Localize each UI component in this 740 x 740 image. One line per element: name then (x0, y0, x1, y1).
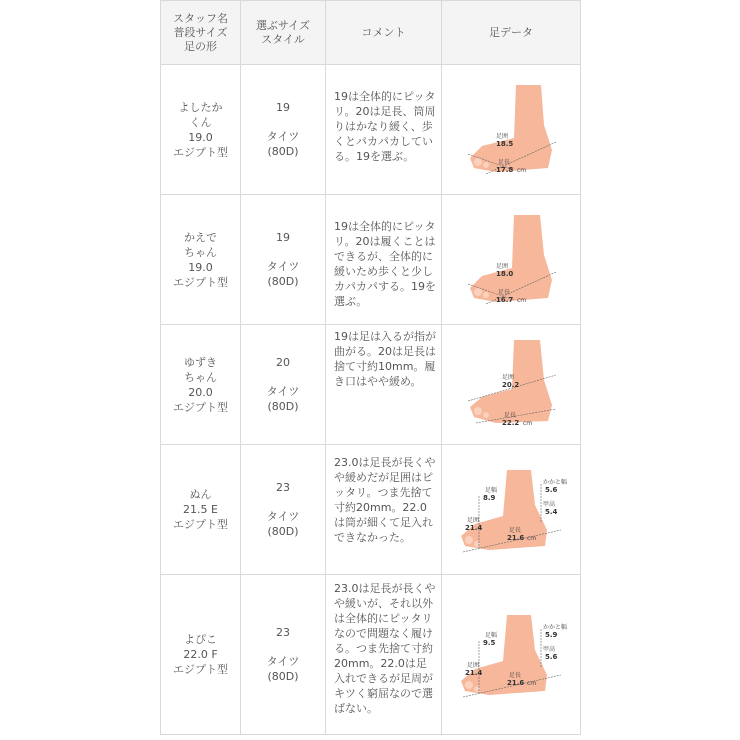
staff-cell: ぬん 21.5 E エジプト型 (161, 445, 241, 575)
foot-value-4: 5.9 (545, 630, 558, 639)
foot-illustration (451, 460, 571, 560)
foot-label-3: 足長 (509, 526, 522, 534)
foot-illustration (456, 210, 566, 310)
style-text: タイツ (80D) (266, 385, 300, 413)
foot-unit: cm (517, 296, 527, 304)
foot-unit: cm (527, 534, 537, 542)
foot-label-2: 足囲 (467, 516, 480, 524)
foot-label-5: 甲高 (543, 500, 556, 508)
foot-illustration (451, 605, 571, 705)
size-cell (241, 325, 326, 445)
staff-cell: よしたか くん 19.0 エジプト型 (161, 65, 241, 195)
header-foot-data: 足データ (442, 1, 581, 65)
table-row (161, 65, 581, 195)
foot-unit: cm (527, 679, 537, 687)
staff-cell: ゆずき ちゃん 20.0 エジプト型 (161, 325, 241, 445)
foot-illustration (456, 335, 566, 435)
foot-value-3: 21.6 (507, 678, 525, 687)
foot-label-1: 足囲 (496, 132, 509, 140)
comment-cell: 19は足は入るが指が曲がる。20は足長は捨て寸約10mm。履き口はやや緩め。 (326, 325, 442, 445)
foot-label-1: 足幅 (485, 631, 498, 639)
size-cell (241, 65, 326, 195)
foot-label-4: かかと幅 (543, 623, 568, 631)
chosen-size: 19 (276, 101, 290, 114)
size-cell (241, 575, 326, 735)
style-text: タイツ (80D) (266, 260, 300, 288)
foot-label-5: 甲高 (543, 645, 556, 653)
foot-value-5: 5.6 (545, 652, 558, 661)
foot-data-cell (442, 325, 581, 445)
foot-label-1: 足囲 (502, 373, 515, 381)
foot-value-3: 21.6 (507, 533, 525, 542)
foot-value-4: 5.6 (545, 485, 558, 494)
header-comment: コメント (326, 1, 442, 65)
foot-label-2: 足囲 (467, 661, 480, 669)
style-text: タイツ (80D) (266, 510, 300, 538)
foot-label-2: 足長 (498, 288, 511, 296)
chosen-size: 20 (276, 356, 290, 369)
foot-label-2: 足長 (504, 411, 517, 419)
foot-value-1: 20.2 (502, 380, 520, 389)
foot-value-1: 9.5 (483, 638, 496, 647)
table-header-row (161, 1, 581, 65)
foot-value-1: 8.9 (483, 493, 496, 502)
size-cell (241, 195, 326, 325)
chosen-size: 19 (276, 231, 290, 244)
size-cell (241, 445, 326, 575)
foot-label-1: 足囲 (496, 262, 509, 270)
comment-cell: 23.0は足長が長くやや緩いが、それ以外は全体的にピッタリなので問題なく履ける。つま先捨て寸約20mm。22.0は足入れできるが足周がキツく窮屈なので選ばない。 (326, 575, 442, 735)
foot-unit: cm (523, 419, 533, 427)
staff-cell: かえで ちゃん 19.0 エジプト型 (161, 195, 241, 325)
foot-value-1: 18.5 (496, 139, 514, 148)
foot-value-2: 21.4 (465, 523, 483, 532)
comment-cell: 19は全体的にピッタリ。20は足長、筒周りはかなり緩く、歩くとパカパカしている。19を選ぶ。 (326, 65, 442, 195)
table-row (161, 195, 581, 325)
chosen-size: 23 (276, 626, 290, 639)
table-row (161, 445, 581, 575)
foot-illustration (456, 80, 566, 180)
foot-data-cell (442, 575, 581, 735)
staff-cell: よぴこ 22.0 F エジプト型 (161, 575, 241, 735)
foot-label-2: 足長 (498, 158, 511, 166)
foot-value-2: 22.2 (502, 418, 520, 427)
foot-value-5: 5.4 (545, 507, 558, 516)
header-size: 選ぶサイズ スタイル (241, 1, 326, 65)
style-text: タイツ (80D) (266, 655, 300, 683)
foot-label-1: 足幅 (485, 486, 498, 494)
foot-label-4: かかと幅 (543, 478, 568, 486)
foot-data-cell (442, 445, 581, 575)
header-staff: スタッフ名 普段サイズ 足の形 (161, 1, 241, 65)
foot-data-cell (442, 195, 581, 325)
table-row (161, 325, 581, 445)
foot-value-1: 18.0 (496, 269, 514, 278)
size-comparison-table (160, 0, 581, 735)
comment-cell: 23.0は足長が長くやや緩めだが足囲はピッタリ。つま先捨て寸約20mm。22.0は筒が細くて足入れできなかった。 (326, 445, 442, 575)
foot-value-2: 16.7 (496, 295, 514, 304)
style-text: タイツ (80D) (266, 130, 300, 158)
table-row (161, 575, 581, 735)
foot-label-3: 足長 (509, 671, 522, 679)
foot-value-2: 17.8 (496, 165, 514, 174)
chosen-size: 23 (276, 481, 290, 494)
foot-data-cell (442, 65, 581, 195)
foot-unit: cm (517, 166, 527, 174)
comment-cell: 19は全体的にピッタリ。20は履くことはできるが、全体的に緩いため歩くと少しカパカパする。19を選ぶ。 (326, 195, 442, 325)
foot-value-2: 21.4 (465, 668, 483, 677)
